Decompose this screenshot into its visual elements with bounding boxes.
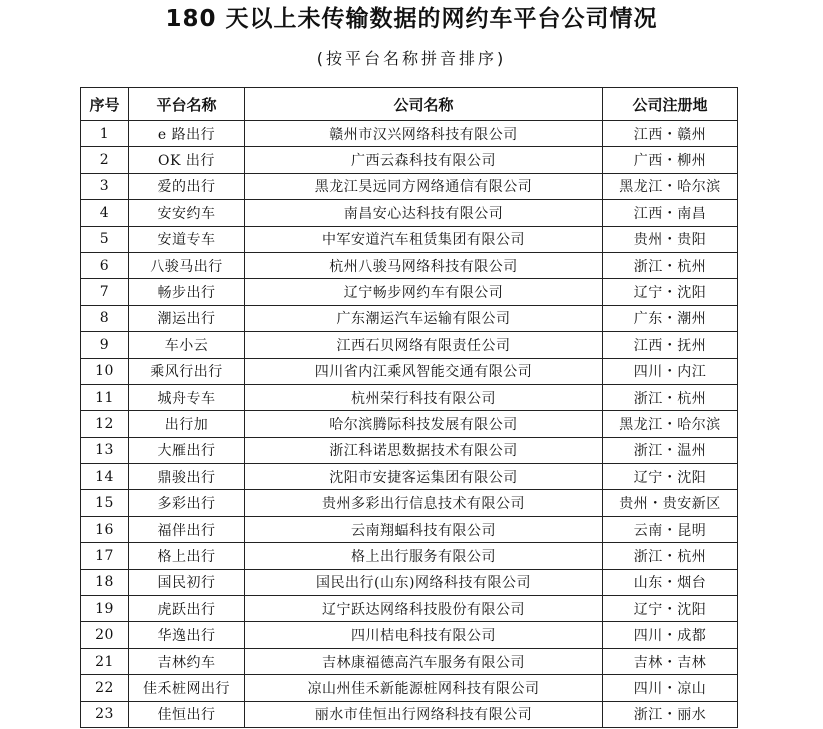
cell-registered-region: 黑龙江・哈尔滨	[603, 173, 738, 199]
cell-serial-number: 22	[81, 675, 129, 701]
cell-company-name: 哈尔滨腾际科技发展有限公司	[245, 411, 603, 437]
header-registered-region: 公司注册地	[603, 88, 738, 121]
cell-serial-number: 3	[81, 173, 129, 199]
cell-platform-name: OK 出行	[129, 147, 245, 173]
cell-registered-region: 江西・抚州	[603, 332, 738, 358]
table-row	[81, 226, 738, 252]
cell-platform-name: 鼎骏出行	[129, 464, 245, 490]
cell-company-name: 云南翔蝠科技有限公司	[245, 516, 603, 542]
cell-platform-name: 出行加	[129, 411, 245, 437]
cell-serial-number: 20	[81, 622, 129, 648]
cell-registered-region: 辽宁・沈阳	[603, 279, 738, 305]
cell-registered-region: 贵州・贵阳	[603, 226, 738, 252]
cell-registered-region: 四川・成都	[603, 622, 738, 648]
cell-serial-number: 12	[81, 411, 129, 437]
cell-serial-number: 15	[81, 490, 129, 516]
cell-company-name: 杭州八骏马网络科技有限公司	[245, 252, 603, 278]
cell-platform-name: e 路出行	[129, 121, 245, 147]
cell-registered-region: 辽宁・沈阳	[603, 464, 738, 490]
cell-serial-number: 9	[81, 332, 129, 358]
cell-registered-region: 浙江・丽水	[603, 701, 738, 727]
table-header-row	[81, 88, 738, 121]
table-row	[81, 147, 738, 173]
cell-registered-region: 浙江・温州	[603, 437, 738, 463]
cell-company-name: 四川省内江乘风智能交通有限公司	[245, 358, 603, 384]
table-row	[81, 252, 738, 278]
cell-platform-name: 城舟专车	[129, 384, 245, 410]
table-body	[81, 121, 738, 728]
cell-registered-region: 四川・内江	[603, 358, 738, 384]
cell-serial-number: 13	[81, 437, 129, 463]
header-company-name: 公司名称	[245, 88, 603, 121]
table-row	[81, 675, 738, 701]
cell-registered-region: 吉林・吉林	[603, 648, 738, 674]
cell-platform-name: 乘风行出行	[129, 358, 245, 384]
cell-platform-name: 佳恒出行	[129, 701, 245, 727]
cell-serial-number: 4	[81, 200, 129, 226]
table-row	[81, 279, 738, 305]
cell-serial-number: 1	[81, 121, 129, 147]
cell-platform-name: 福伴出行	[129, 516, 245, 542]
cell-company-name: 广西云森科技有限公司	[245, 147, 603, 173]
cell-registered-region: 浙江・杭州	[603, 543, 738, 569]
cell-company-name: 浙江科诺思数据技术有限公司	[245, 437, 603, 463]
cell-registered-region: 贵州・贵安新区	[603, 490, 738, 516]
cell-platform-name: 畅步出行	[129, 279, 245, 305]
cell-company-name: 南昌安心达科技有限公司	[245, 200, 603, 226]
cell-platform-name: 国民初行	[129, 569, 245, 595]
cell-serial-number: 11	[81, 384, 129, 410]
cell-registered-region: 浙江・杭州	[603, 384, 738, 410]
cell-serial-number: 6	[81, 252, 129, 278]
table-row	[81, 332, 738, 358]
cell-serial-number: 17	[81, 543, 129, 569]
cell-platform-name: 格上出行	[129, 543, 245, 569]
cell-serial-number: 16	[81, 516, 129, 542]
header-platform-name: 平台名称	[129, 88, 245, 121]
table-row	[81, 173, 738, 199]
cell-platform-name: 吉林约车	[129, 648, 245, 674]
table-row	[81, 437, 738, 463]
cell-serial-number: 2	[81, 147, 129, 173]
platform-table	[80, 87, 738, 728]
document-subtitle: (按平台名称拼音排序)	[316, 49, 507, 68]
table-row	[81, 121, 738, 147]
cell-company-name: 黑龙江昊远同方网络通信有限公司	[245, 173, 603, 199]
cell-company-name: 杭州荣行科技有限公司	[245, 384, 603, 410]
cell-company-name: 广东潮运汽车运输有限公司	[245, 305, 603, 331]
header-serial-number: 序号	[81, 88, 129, 121]
table-row	[81, 464, 738, 490]
table-row	[81, 490, 738, 516]
cell-platform-name: 多彩出行	[129, 490, 245, 516]
table-row	[81, 701, 738, 727]
cell-serial-number: 18	[81, 569, 129, 595]
table-row	[81, 569, 738, 595]
cell-registered-region: 江西・赣州	[603, 121, 738, 147]
cell-company-name: 凉山州佳禾新能源桩网科技有限公司	[245, 675, 603, 701]
cell-serial-number: 21	[81, 648, 129, 674]
cell-company-name: 辽宁畅步网约车有限公司	[245, 279, 603, 305]
cell-platform-name: 安道专车	[129, 226, 245, 252]
cell-registered-region: 山东・烟台	[603, 569, 738, 595]
cell-company-name: 贵州多彩出行信息技术有限公司	[245, 490, 603, 516]
cell-registered-region: 广东・潮州	[603, 305, 738, 331]
cell-registered-region: 云南・昆明	[603, 516, 738, 542]
cell-company-name: 沈阳市安捷客运集团有限公司	[245, 464, 603, 490]
table-row	[81, 358, 738, 384]
cell-serial-number: 19	[81, 596, 129, 622]
cell-registered-region: 四川・凉山	[603, 675, 738, 701]
cell-company-name: 四川桔电科技有限公司	[245, 622, 603, 648]
cell-serial-number: 7	[81, 279, 129, 305]
cell-company-name: 吉林康福德高汽车服务有限公司	[245, 648, 603, 674]
cell-serial-number: 10	[81, 358, 129, 384]
cell-platform-name: 八骏马出行	[129, 252, 245, 278]
table-row	[81, 305, 738, 331]
cell-platform-name: 安安约车	[129, 200, 245, 226]
cell-company-name: 丽水市佳恒出行网络科技有限公司	[245, 701, 603, 727]
cell-company-name: 辽宁跃达网络科技股份有限公司	[245, 596, 603, 622]
cell-platform-name: 潮运出行	[129, 305, 245, 331]
cell-platform-name: 华逸出行	[129, 622, 245, 648]
table-row	[81, 384, 738, 410]
cell-registered-region: 辽宁・沈阳	[603, 596, 738, 622]
cell-platform-name: 车小云	[129, 332, 245, 358]
table-row	[81, 411, 738, 437]
table-row	[81, 596, 738, 622]
cell-company-name: 赣州市汉兴网络科技有限公司	[245, 121, 603, 147]
document-title: 180 天以上未传输数据的网约车平台公司情况	[165, 6, 658, 32]
cell-company-name: 国民出行(山东)网络科技有限公司	[245, 569, 603, 595]
cell-registered-region: 江西・南昌	[603, 200, 738, 226]
cell-company-name: 江西石贝网络有限责任公司	[245, 332, 603, 358]
cell-registered-region: 黑龙江・哈尔滨	[603, 411, 738, 437]
cell-platform-name: 爱的出行	[129, 173, 245, 199]
cell-serial-number: 23	[81, 701, 129, 727]
cell-registered-region: 浙江・杭州	[603, 252, 738, 278]
cell-company-name: 中军安道汽车租赁集团有限公司	[245, 226, 603, 252]
table-row	[81, 648, 738, 674]
table-row	[81, 200, 738, 226]
cell-platform-name: 大雁出行	[129, 437, 245, 463]
table-row	[81, 622, 738, 648]
cell-serial-number: 8	[81, 305, 129, 331]
cell-registered-region: 广西・柳州	[603, 147, 738, 173]
cell-company-name: 格上出行服务有限公司	[245, 543, 603, 569]
cell-platform-name: 虎跃出行	[129, 596, 245, 622]
cell-platform-name: 佳禾桩网出行	[129, 675, 245, 701]
table-row	[81, 516, 738, 542]
table-row	[81, 543, 738, 569]
cell-serial-number: 5	[81, 226, 129, 252]
cell-serial-number: 14	[81, 464, 129, 490]
